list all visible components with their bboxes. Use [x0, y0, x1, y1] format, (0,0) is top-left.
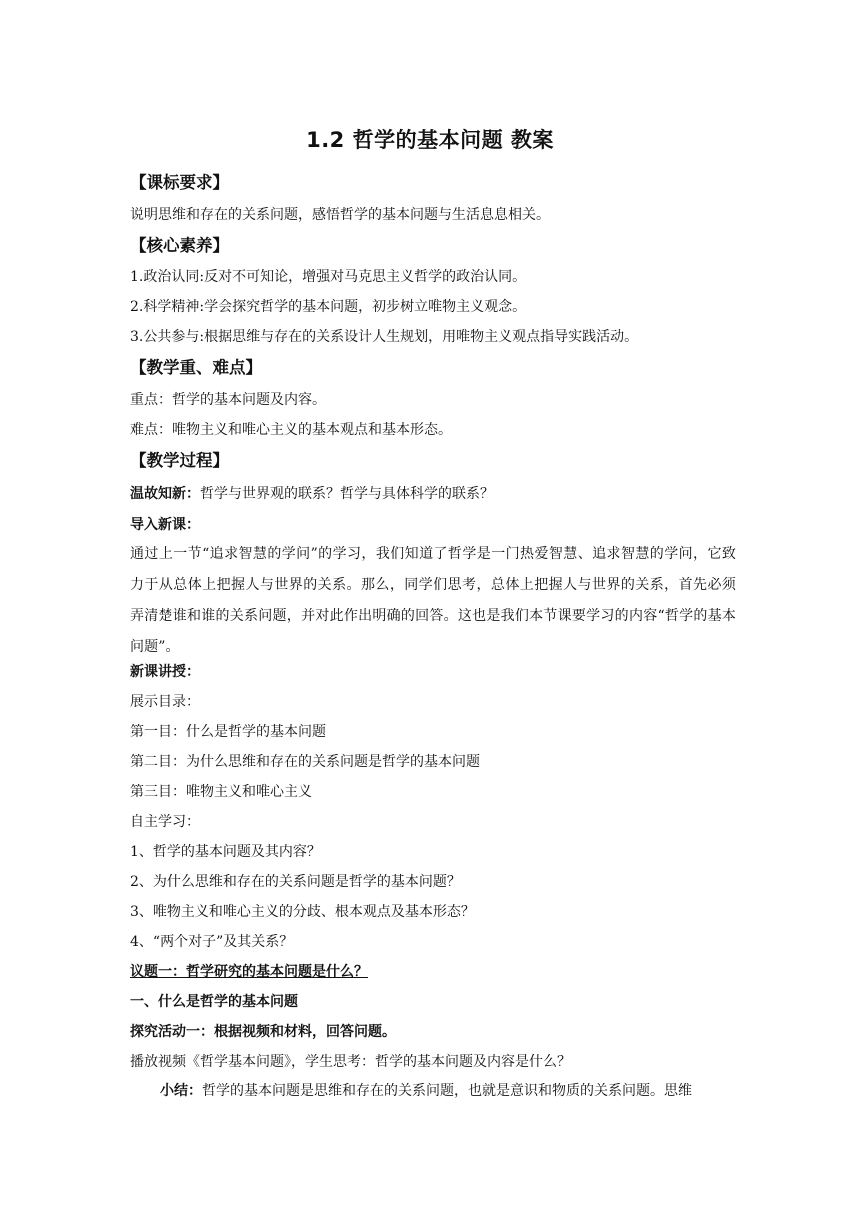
self-study-item: 2、为什么思维和存在的关系问题是哲学的基本问题？ [130, 874, 461, 890]
focus-text: 重点：哲学的基本问题及内容。 [130, 392, 326, 408]
section-heading-key-points: 【教学重、难点】 [130, 358, 262, 377]
section-heading-process: 【教学过程】 [130, 451, 229, 470]
subsection-heading: 一、什么是哲学的基本问题 [130, 994, 298, 1010]
curriculum-text: 说明思维和存在的关系问题，感悟哲学的基本问题与生活息息相关。 [130, 207, 550, 223]
activity-text: 播放视频《哲学基本问题》，学生思考：哲学的基本问题及内容是什么？ [130, 1054, 571, 1070]
self-study-item: 3、唯物主义和唯心主义的分歧、根本观点及基本形态？ [130, 904, 475, 920]
outline-item: 第三目：唯物主义和唯心主义 [130, 784, 312, 800]
summary-line [160, 1081, 692, 1101]
section-heading-literacy: 【核心素养】 [130, 236, 229, 255]
topic-heading: 议题一：哲学研究的基本问题是什么？ [130, 964, 368, 980]
review-text: 哲学与世界观的联系？哲学与具体科学的联系？ [200, 486, 494, 502]
difficulty-text: 难点：唯物主义和唯心主义的基本观点和基本形态。 [130, 422, 452, 438]
outline-label: 展示目录： [130, 694, 200, 710]
summary-label: 小结： [160, 1083, 202, 1099]
document-title: 1.2 哲学的基本问题 教案 [306, 128, 554, 152]
intro-paragraph: 通过上一节“追求智慧的学问”的学习，我们知道了哲学是一门热爱智慧、追求智慧的学问，它致力于从总体上把握人与世界的关系。那么，同学们思考，总体上把握人与世界的关系，首先必须弄清楚谁和谁的关系问题，并对此作出明确的回答。这也是我们本节课要学习的内容“哲学的基本问题”。 [130, 546, 736, 655]
summary-text: 哲学的基本问题是思维和存在的关系问题，也就是意识和物质的关系问题。思维 [202, 1083, 692, 1099]
activity-heading: 探究活动一：根据视频和材料，回答问题。 [130, 1024, 396, 1040]
section-heading-curriculum: 【课标要求】 [130, 173, 229, 192]
literacy-item: 1.政治认同:反对不可知论，增强对马克思主义哲学的政治认同。 [130, 269, 527, 285]
intro-label: 导入新课： [130, 517, 200, 533]
outline-item: 第二目：为什么思维和存在的关系问题是哲学的基本问题 [130, 754, 480, 770]
literacy-item: 2.科学精神:学会探究哲学的基本问题，初步树立唯物主义观念。 [130, 299, 527, 315]
review-line [130, 484, 494, 504]
self-study-label: 自主学习： [130, 814, 200, 830]
literacy-item: 3.公共参与:根据思维与存在的关系设计人生规划，用唯物主义观点指导实践活动。 [130, 329, 639, 345]
self-study-item: 4、“两个对子”及其关系？ [130, 934, 294, 950]
outline-item: 第一目：什么是哲学的基本问题 [130, 724, 326, 740]
review-label: 温故知新： [130, 486, 200, 502]
self-study-item: 1、哲学的基本问题及其内容？ [130, 844, 321, 860]
lecture-label: 新课讲授： [130, 664, 200, 680]
